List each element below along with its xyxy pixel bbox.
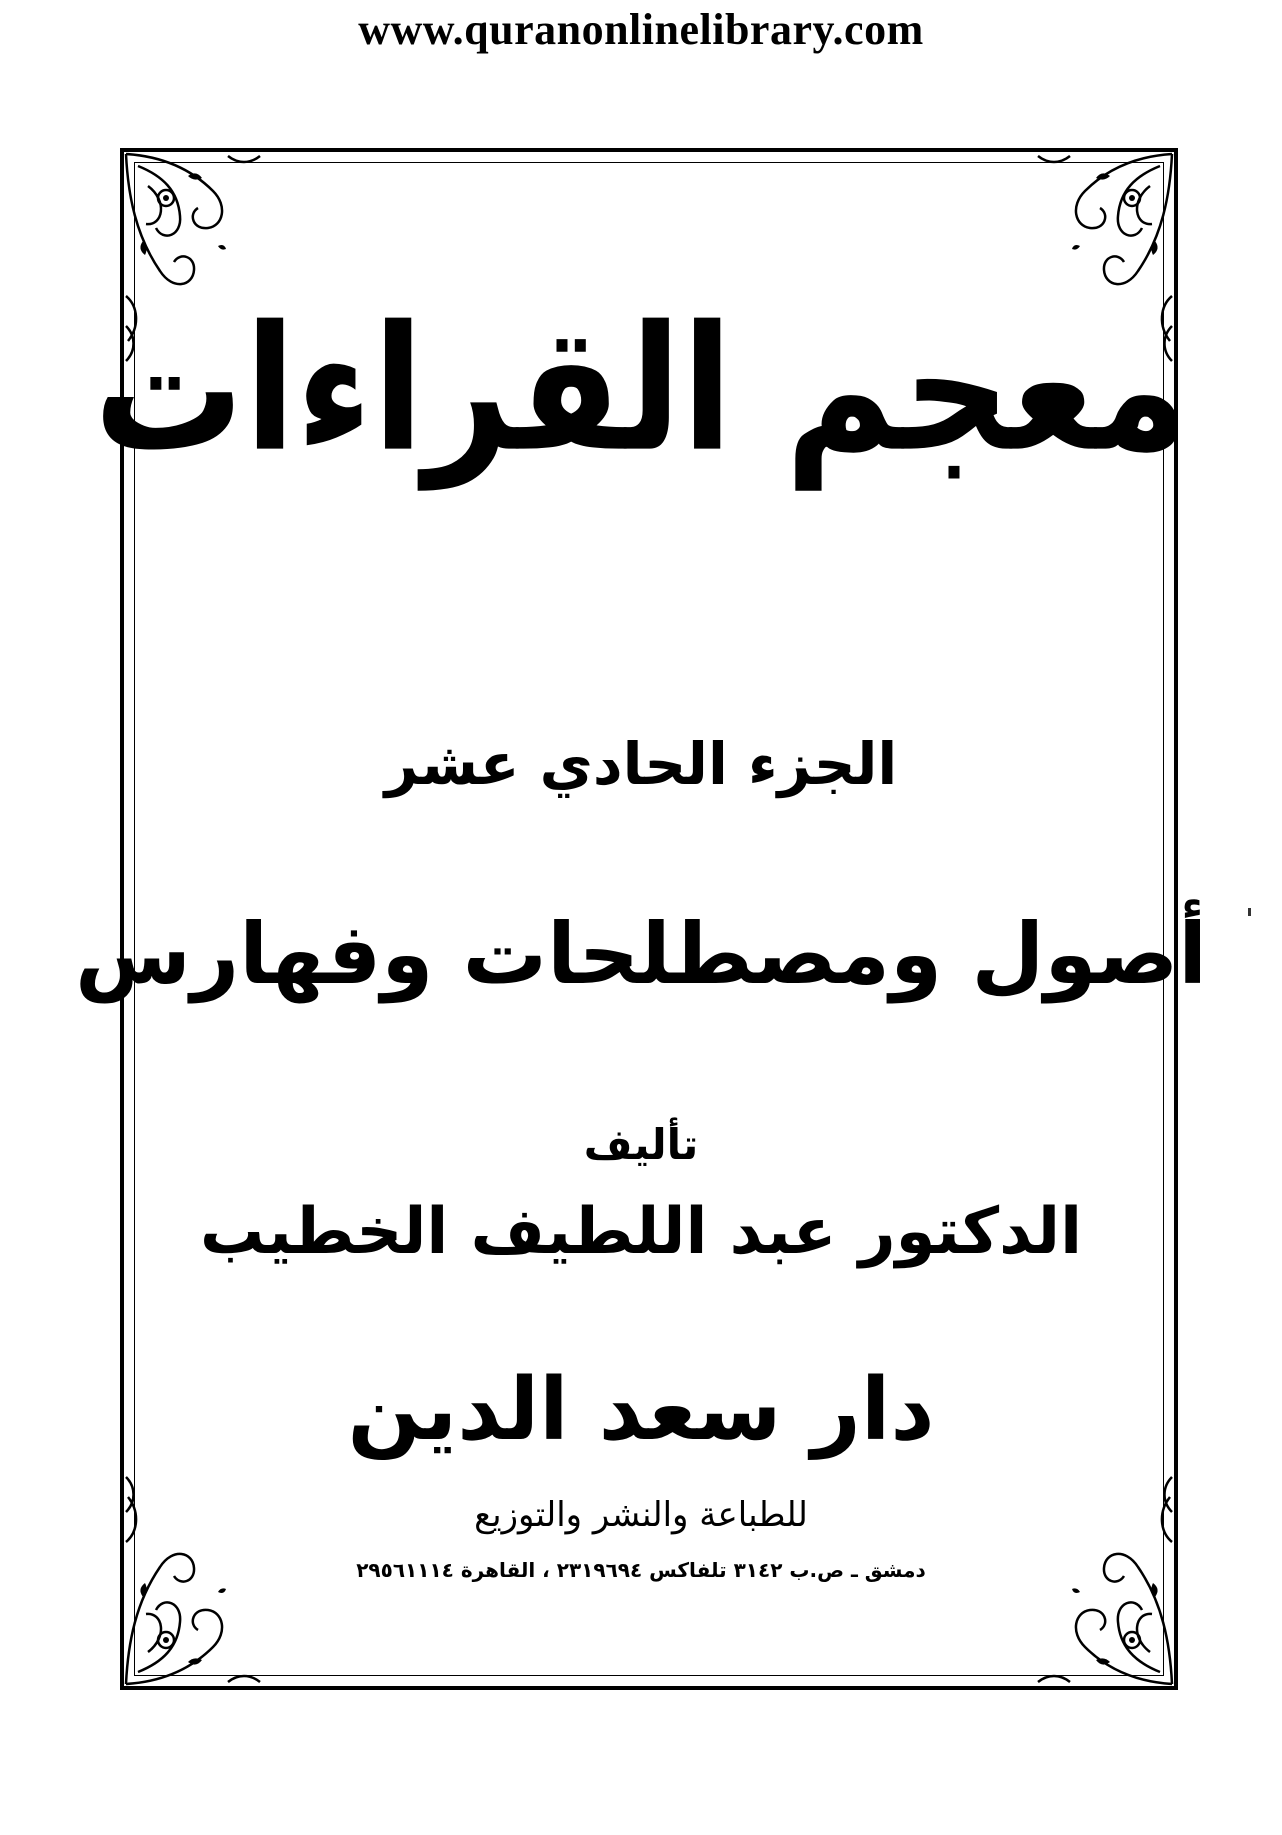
volume-number: الجزء الحادي عشر	[384, 730, 898, 798]
scan-speck	[1248, 908, 1251, 916]
publisher-name: دار سعد الدين	[347, 1360, 935, 1460]
book-title: معجم القراءات	[93, 289, 1189, 491]
publisher-contact: دمشق ـ ص.ب ٣١٤٢ تلفاكس ٢٣١٩٦٩٤ ، القاهرة ٢٩٥٦١١١٤	[356, 1558, 926, 1582]
author-label: تأليف	[583, 1120, 699, 1169]
book-subtitle: أصول ومصطلحات وفهارس	[74, 905, 1208, 1003]
author-name: الدكتور عبد اللطيف الخطيب	[200, 1195, 1082, 1269]
site-url-header: www.quranonlinelibrary.com	[358, 5, 924, 54]
publisher-tagline: للطباعة والنشر والتوزيع	[474, 1495, 808, 1535]
